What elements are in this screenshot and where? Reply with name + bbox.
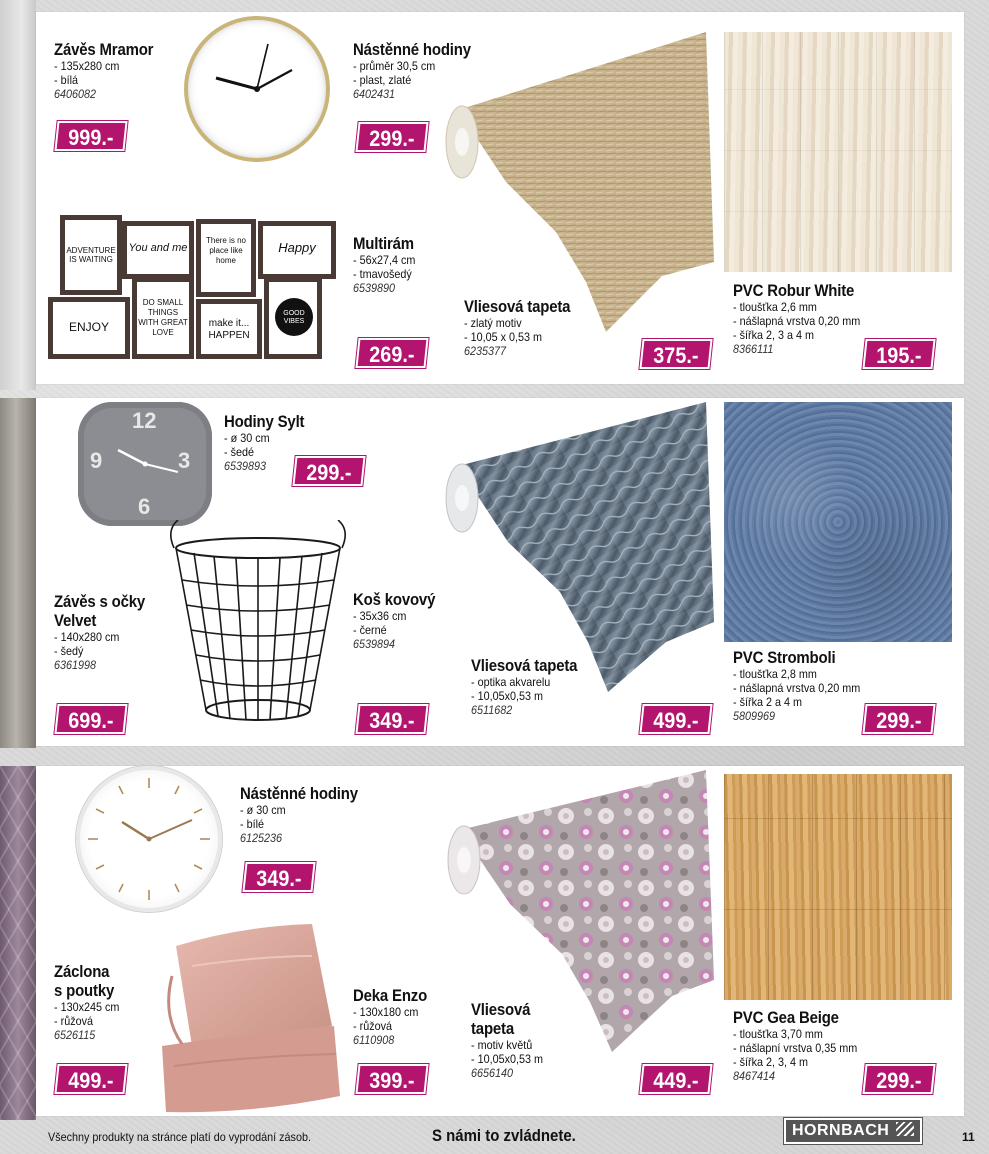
product-spec: - 10,05 x 0,53 m — [464, 330, 543, 344]
price-tag: 269.- — [355, 338, 428, 368]
product-pvc-stromboli — [733, 648, 874, 723]
floor-gea-beige-image — [724, 774, 952, 1000]
clock-number: 9 — [90, 448, 103, 473]
price-tag: 299.- — [862, 704, 935, 734]
product-code: 6539890 — [353, 281, 396, 295]
product-spec: - ø 30 cm — [224, 431, 270, 445]
footer-slogan: S námi to zvládnete. — [432, 1126, 576, 1145]
curtain-velvet-image — [0, 398, 36, 748]
product-title: tapeta — [471, 1019, 515, 1038]
product-title: Záclona — [54, 962, 110, 981]
product-title: Koš kovový — [353, 590, 436, 609]
product-spec: - zlatý motiv — [464, 316, 522, 330]
product-vliesova-tapeta-3 — [471, 1000, 551, 1080]
product-spec: - šířka 2, 3, 4 m — [733, 1055, 809, 1069]
clock-number: 6 — [138, 494, 151, 519]
product-vliesova-tapeta-2 — [471, 656, 592, 717]
wall-clock-white-image — [76, 766, 222, 912]
product-code: 6110908 — [353, 1033, 395, 1047]
product-spec: - 56x27,4 cm — [353, 253, 416, 267]
floor-stromboli-image — [724, 402, 952, 642]
product-spec: - 130x180 cm — [353, 1005, 419, 1019]
price-tag: 299.- — [355, 122, 428, 152]
price-tag: 399.- — [355, 1064, 428, 1094]
product-title: Vliesová tapeta — [471, 656, 578, 675]
product-spec: - šířka 2 a 4 m — [733, 695, 803, 709]
price-tag: 499.- — [639, 704, 712, 734]
product-pvc-robur — [733, 281, 874, 356]
product-spec: - černé — [353, 623, 387, 637]
price-tag: 349.- — [242, 862, 315, 892]
clock-number: 3 — [178, 448, 191, 473]
photo-frame — [122, 221, 194, 279]
logo-text: HORNBACH — [792, 1122, 890, 1139]
product-title: Závěs Mramor — [54, 40, 154, 59]
frame-text: Happy — [263, 226, 331, 274]
floor-robur-white-image — [724, 32, 952, 272]
product-code: 8467414 — [733, 1069, 776, 1083]
photo-frame — [132, 277, 194, 359]
curtain-zaclona-image — [0, 766, 36, 1120]
product-spec: - nášlapní vrstva 0,35 mm — [733, 1041, 858, 1055]
product-spec: - tloušťka 2,6 mm — [733, 300, 817, 314]
product-spec: - šířka 2, 3 a 4 m — [733, 328, 815, 342]
product-title: PVC Gea Beige — [733, 1008, 839, 1027]
product-title: Vliesová tapeta — [464, 297, 571, 316]
multiframe-image — [46, 215, 338, 361]
product-code: 6406082 — [54, 87, 97, 101]
product-spec: - 130x245 cm — [54, 1000, 120, 1014]
hornbach-logo — [784, 1118, 922, 1144]
clock-number: 12 — [132, 408, 157, 433]
photo-frame — [60, 215, 122, 295]
photo-frame — [264, 277, 322, 359]
product-code: 6125236 — [240, 831, 283, 845]
product-title: Multirám — [353, 234, 414, 253]
wall-clock-sylt-image — [78, 402, 212, 526]
product-spec: - 10,05x0,53 m — [471, 689, 544, 703]
product-title: Nástěnné hodiny — [353, 40, 471, 59]
frame-text: ADVENTURE IS WAITING — [65, 220, 117, 290]
product-code: 5809969 — [733, 709, 776, 723]
product-zaves-mramor — [54, 40, 167, 101]
product-nastenne-hodiny-2 — [240, 784, 374, 845]
curtain-mramor-image — [0, 0, 36, 390]
product-title: PVC Stromboli — [733, 648, 836, 667]
price-tag: 195.- — [862, 339, 935, 369]
price-tag: 299.- — [862, 1064, 935, 1094]
product-spec: - motiv květů — [471, 1038, 533, 1052]
product-zaves-velvet — [54, 592, 157, 672]
product-title: Nástěnné hodiny — [240, 784, 358, 803]
product-title: Hodiny Sylt — [224, 412, 305, 431]
product-code: 8366111 — [733, 342, 774, 356]
product-title: Závěs s očky — [54, 592, 146, 611]
product-spec: - ø 30 cm — [240, 803, 286, 817]
product-deka-enzo — [353, 986, 437, 1047]
blanket-pink-image — [152, 916, 348, 1116]
product-spec: - 10,05x0,53 m — [471, 1052, 544, 1066]
product-spec: - 140x280 cm — [54, 630, 120, 644]
product-spec: - bílá — [54, 73, 79, 87]
product-title: Vliesová — [471, 1000, 531, 1019]
product-spec: - 35x36 cm — [353, 609, 407, 623]
product-kos-kovovy — [353, 590, 446, 651]
page-number: 11 — [962, 1130, 975, 1144]
price-tag: 449.- — [639, 1064, 712, 1094]
frame-text: make it... HAPPEN — [201, 304, 257, 354]
product-vliesova-tapeta-1 — [464, 297, 585, 358]
price-tag: 349.- — [355, 704, 428, 734]
product-spec: - nášlapná vrstva 0,20 mm — [733, 681, 861, 695]
price-tag: 299.- — [292, 456, 365, 486]
price-tag: 375.- — [639, 339, 712, 369]
price-tag: 999.- — [54, 121, 127, 151]
wire-basket-image — [166, 520, 350, 734]
product-spec: - šedý — [54, 644, 84, 658]
wallpaper-watercolor-image — [436, 402, 714, 692]
footer-disclaimer: Všechny produkty na stránce platí do vyprodání zásob. — [48, 1130, 311, 1144]
product-spec: - průměr 30,5 cm — [353, 59, 436, 73]
product-title: s poutky — [54, 981, 115, 1000]
frame-text: You and me — [127, 226, 189, 274]
product-code: 6511682 — [471, 703, 513, 717]
frame-text: There is no place like home — [201, 224, 251, 292]
frame-text: DO SMALL THINGS WITH GREAT LOVE — [137, 282, 189, 354]
photo-frame — [196, 299, 262, 359]
product-spec: - plast, zlaté — [353, 73, 412, 87]
frame-text: ENJOY — [53, 302, 125, 354]
logo-stripes-icon — [896, 1122, 914, 1136]
product-spec: - růžová — [54, 1014, 94, 1028]
product-title: Deka Enzo — [353, 986, 428, 1005]
product-code: 6235377 — [464, 344, 507, 358]
product-code: 6361998 — [54, 658, 97, 672]
photo-frame — [48, 297, 130, 359]
product-spec: - bílé — [240, 817, 265, 831]
product-spec: - růžová — [353, 1019, 393, 1033]
wall-clock-gold-image — [184, 16, 330, 162]
product-code: 6402431 — [353, 87, 396, 101]
photo-frame — [258, 221, 336, 279]
product-spec: - optika akvarelu — [471, 675, 551, 689]
frame-text: GOOD VIBES — [275, 298, 313, 336]
product-multiram — [353, 234, 422, 295]
product-title: PVC Robur White — [733, 281, 855, 300]
photo-frame — [196, 219, 256, 297]
product-spec: - tmavošedý — [353, 267, 412, 281]
product-zaclona — [54, 962, 127, 1042]
wallpaper-gold-image — [436, 32, 714, 332]
product-code: 6539893 — [224, 459, 267, 473]
price-tag: 499.- — [54, 1064, 127, 1094]
product-spec: - šedé — [224, 445, 255, 459]
product-spec: - tloušťka 2,8 mm — [733, 667, 817, 681]
product-pvc-gea — [733, 1008, 871, 1083]
price-tag: 699.- — [54, 704, 127, 734]
product-spec: - tloušťka 3,70 mm — [733, 1027, 823, 1041]
product-spec: - 135x280 cm — [54, 59, 120, 73]
product-code: 6526115 — [54, 1028, 96, 1042]
product-code: 6656140 — [471, 1066, 514, 1080]
product-spec: - nášlapná vrstva 0,20 mm — [733, 314, 861, 328]
product-code: 6539894 — [353, 637, 396, 651]
product-title: Velvet — [54, 611, 97, 630]
